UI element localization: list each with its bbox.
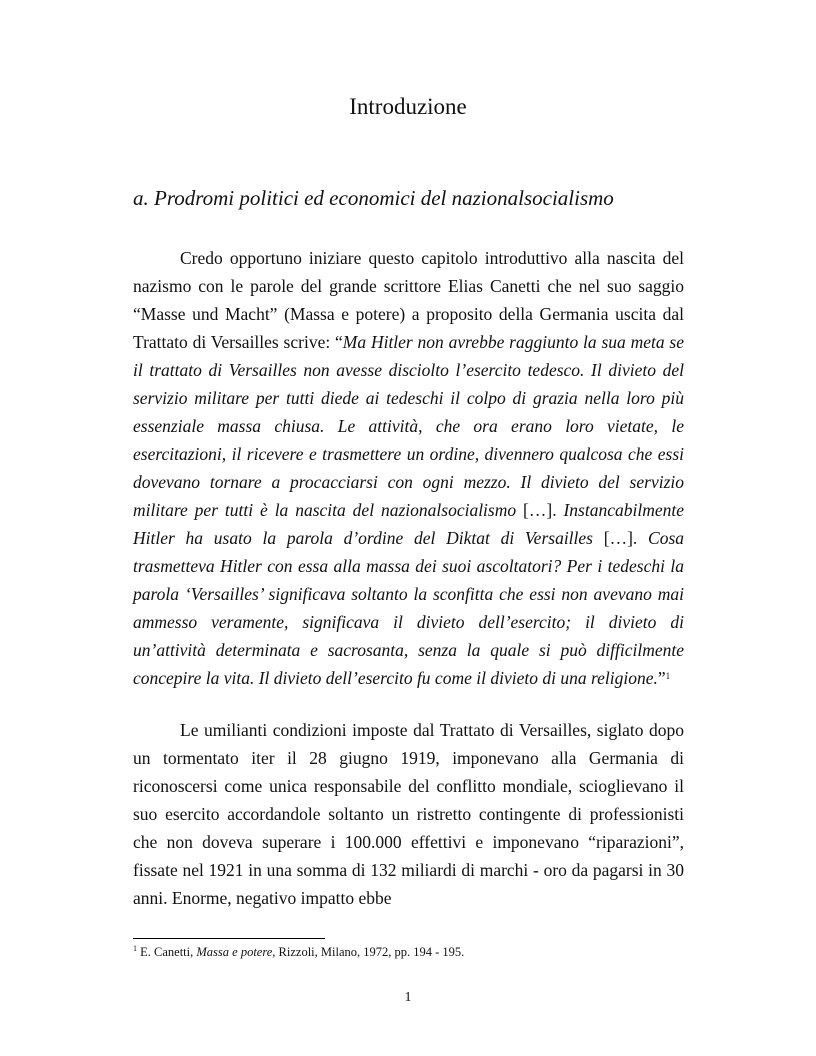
footnote-author: E. Canetti,	[137, 945, 197, 959]
quote-part-2: Instancabilmente Hitler ha usato la parola d’ordine del Diktat di Versailles	[133, 500, 685, 548]
footnote-separator	[133, 938, 325, 939]
footnote-number: 1	[133, 944, 137, 953]
footnote-details: , Rizzoli, Milano, 1972, pp. 194 - 195.	[272, 945, 465, 959]
ellipsis-1: […].	[516, 500, 564, 520]
paragraph-versailles-conditions: Le umilianti condizioni imposte dal Trattato di Versailles, siglato dopo un tormentato iter il 28 giugno 1919, imponevano alla Germania di riconoscersi come unica responsabile del conflitto mondiale, scioglievano il suo esercito accordandole soltanto un ristretto contingente di professionisti che non doveva superare i 100.000 effettivi e imponevano “riparazioni”, fissate nel 1921 in una somma di 132 miliardi di marchi - oro da pagarsi in 30 anni. Enorme, negativo impatto ebbe	[133, 720, 684, 908]
closing-quote-mark: ”	[657, 668, 666, 688]
paragraph-canetti-quote	[133, 244, 684, 692]
chapter-title: Introduzione	[349, 94, 467, 119]
footnote	[133, 945, 464, 960]
ellipsis-2: […].	[593, 528, 649, 548]
section-heading: a. Prodromi politici ed economici del nazionalsocialismo	[133, 186, 614, 210]
paragraph-intro-text: Credo opportuno iniziare questo capitolo introduttivo alla nascita del nazismo con le parole del grande scrittore Elias Canetti che nel suo saggio “Masse und Macht” (Massa e potere) a proposito della Germania uscita dal Trattato di Versailles scrive: “	[133, 248, 684, 352]
quote-part-1: Ma Hitler non avrebbe raggiunto la sua meta se il trattato di Versailles non avesse disciolto l’esercito tedesco. Il divieto del servizio militare per tutti diede ai tedeschi il colpo di grazia nella loro più essenziale massa chiusa. Le attività, che ora erano loro vietate, le esercitazioni, il ricevere e trasmettere un ordine, divennero qualcosa che essi dovevano tornare a procacciarsi con ogni mezzo. Il divieto del servizio militare per tutti è la nascita del nazionalsocialismo	[133, 332, 684, 520]
quote-part-3: Cosa trasmetteva Hitler con essa alla massa dei suoi ascoltatori? Per i tedeschi la parola ‘Versailles’ significava soltanto la sconfitta che essi non avevano mai ammesso veramente, significava il divieto dell’esercito; il divieto di un’attività determinata e sacrosanta, senza la quale si può difficilmente concepire la vita. Il divieto dell’esercito fu come il divieto di una religione.	[133, 528, 685, 688]
page-number: 1	[404, 990, 412, 1005]
footnote-reference[interactable]: 1	[665, 671, 671, 681]
footnote-work-title: Massa e potere	[196, 945, 273, 959]
